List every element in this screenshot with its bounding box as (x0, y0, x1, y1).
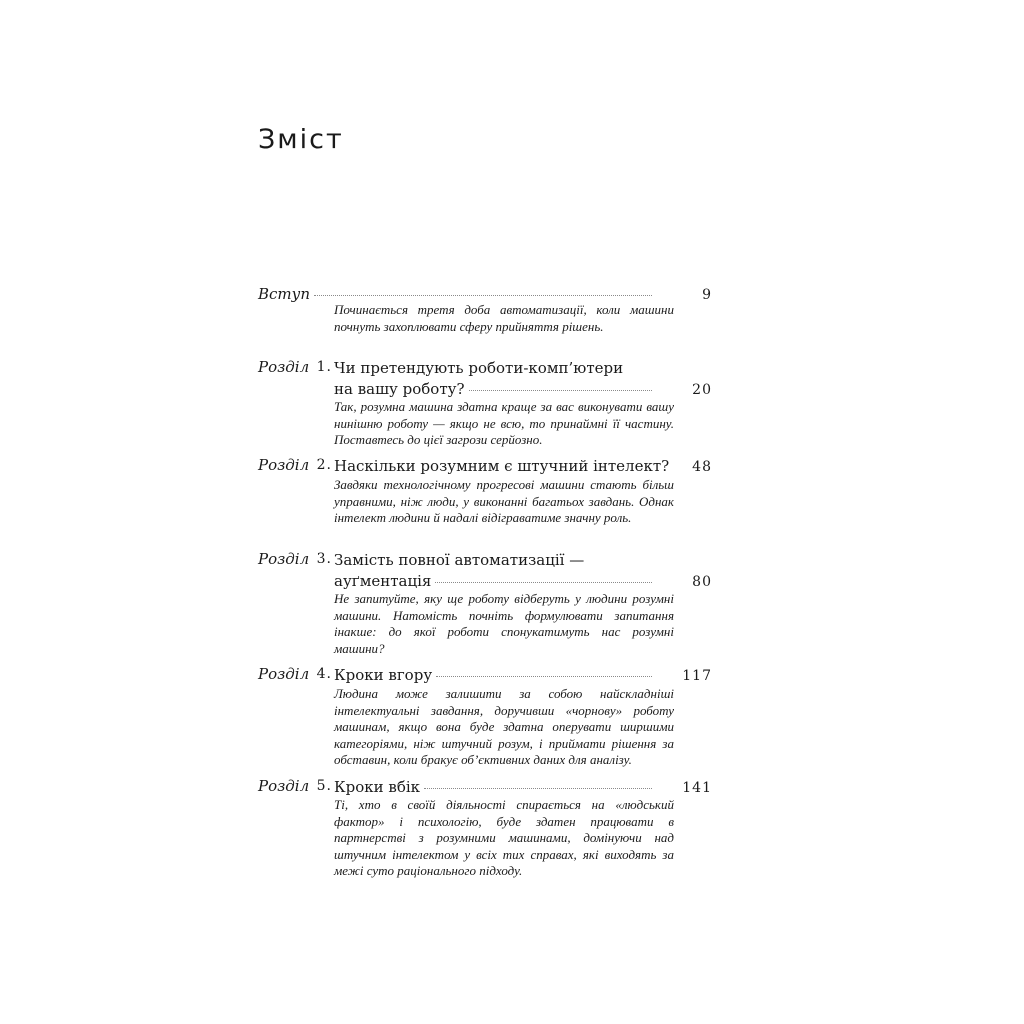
chapter-3-title-line1[interactable]: Замість повної автоматизації — (334, 551, 585, 569)
toc-entry-intro[interactable] (258, 285, 712, 303)
chapter-5-number: 5. (316, 778, 332, 794)
chapter-5-page-number: 141 (682, 780, 712, 796)
chapter-3-title-line2: ауґментація (334, 572, 432, 590)
chapter-1-number: 1. (316, 359, 332, 375)
intro-page-number: 9 (702, 287, 712, 303)
chapter-1-page-number: 20 (692, 382, 712, 398)
chapter-2-title-row[interactable] (334, 456, 712, 476)
dot-leader (469, 389, 653, 391)
page-title: Зміст (258, 124, 344, 156)
chapter-5-title: Кроки вбік (334, 778, 421, 796)
dot-leader (435, 581, 652, 583)
chapter-3-title-row[interactable] (334, 571, 712, 591)
chapter-4-number: 4. (316, 666, 332, 682)
dot-leader (424, 787, 652, 789)
chapter-3-label: Розділ (258, 550, 310, 568)
dot-leader (436, 675, 652, 677)
chapter-2-number: 2. (316, 457, 332, 473)
chapter-2-label: Розділ (258, 456, 310, 474)
chapter-4-title-row[interactable] (334, 665, 712, 685)
chapter-4-description: Людина може залишити за собою найскладніші інтелектуальні завдання, доручивши «чорнову» роботу машинам, якщо вона буде здатна оперувати ширшими категоріями, ніж штучний розум, і приймати рішення за обставин, коли бракує об’єктивних даних для аналізу. (334, 686, 674, 768)
chapter-1-label: Розділ (258, 358, 310, 376)
dot-leader (314, 294, 652, 296)
chapter-1-description: Так, розумна машина здатна краще за вас виконувати вашу нинішню роботу — якщо не всю, то принаймні її частину. Поставтесь до цієї загрози серйозно. (334, 399, 674, 448)
chapter-2-title: Наскільки розумним є штучний інтелект? (334, 457, 670, 475)
chapter-4-title: Кроки вгору (334, 666, 433, 684)
chapter-2-page-number: 48 (692, 459, 712, 475)
chapter-1-title-row[interactable] (334, 379, 712, 399)
chapter-1-title-line1[interactable]: Чи претендують роботи-комп’ютери (334, 359, 624, 377)
chapter-3-description: Не запитуйте, яку ще роботу відберуть у людини розумні машини. Натомість почніть формулювати запитання інакше: до якої роботи спонукатимуть нас розумні машини? (334, 591, 674, 656)
chapter-3-page-number: 80 (692, 574, 712, 590)
intro-label: Вступ (258, 285, 311, 303)
chapter-1-title-line2: на вашу роботу? (334, 380, 465, 398)
chapter-3-number: 3. (316, 551, 332, 567)
chapter-4-label: Розділ (258, 665, 310, 683)
intro-description: Починається третя доба автоматизації, коли машини почнуть захоплювати сферу прийняття рішень. (334, 302, 674, 334)
chapter-2-description: Завдяки технологічному прогресові машини стають більш управними, ніж люди, у виконанні багатьох завдань. Однак інтелект людини й надалі відіграватиме значну роль. (334, 477, 674, 526)
chapter-5-description: Ті, хто в своїй діяльності спирається на «людський фактор» і психологію, буде здатен працювати в партнерстві з розумними машинами, домінуючи над штучним інтелектом у всіх тих справах, які виходять за межі суто раціонального підходу. (334, 797, 674, 879)
chapter-4-page-number: 117 (682, 668, 712, 684)
chapter-5-title-row[interactable] (334, 777, 712, 797)
chapter-5-label: Розділ (258, 777, 310, 795)
